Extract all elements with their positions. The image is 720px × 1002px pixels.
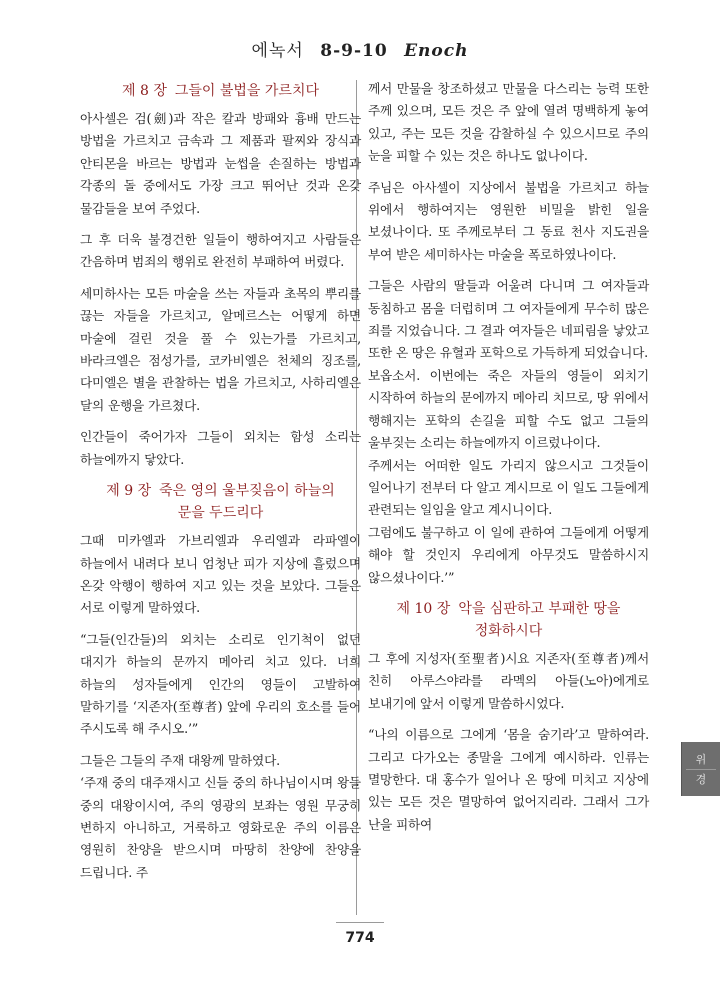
chapter-8-heading (80, 80, 361, 102)
paragraph: 인간들이 죽어가자 그들이 외치는 함성 소리는 하늘에까지 닿았다. (80, 429, 361, 467)
chapter-8-title: 그들이 불법을 가르치다 (174, 83, 319, 99)
chapter-9-number: 제 9 장 (106, 483, 152, 500)
chapter-9-heading (80, 480, 361, 524)
thumb-tab-char-2: 경 (695, 772, 707, 786)
paragraph: 세미하사는 모든 마술을 쓰는 자들과 초목의 뿌리를 끊는 자들을 가르치고, 알메르스는 어떻게 하면 마술에 걸린 것을 풀 수 있는가를 가르치고, 바라크엘은 점성가를, 코카비엘은 천체의 징조를, 다미엘은 별을 관찰하는 법을 가르치고, 사하리엘은 달의 운행을 가르쳤다. (80, 285, 361, 413)
thumb-tab-char-1: 위 (695, 752, 707, 766)
paragraph: 그때 미카엘과 가브리엘과 우리엘과 라파엘이 하늘에서 내려다 보니 엄청난 피가 지상에 흘렀으며 온갖 악행이 행하여 지고 있는 것을 보았다. 그들은 서로 이렇게 말하였다. (80, 533, 361, 616)
paragraph: 그들은 그들의 주재 대왕께 말하였다. (80, 752, 281, 768)
paragraph: 그 후 더욱 불경건한 일들이 행하여지고 사람들은 간음하며 범죄의 행위로 완전히 부패하여 버렸다. (80, 232, 361, 270)
chapter-8-number: 제 8 장 (122, 83, 167, 99)
paragraph: 께서 만물을 창조하셨고 만물을 다스리는 능력 또한 주께 있으며, 모든 것은 주 앞에 열려 명백하게 놓여 있고, 주는 모든 것을 감찰하실 수 있으시므로 주의 눈을 피할 수 있는 것은 하나도 없나이다. (368, 81, 649, 164)
paragraph: 그 후에 지성자(至聖者)시요 지존자(至尊者)께서 친히 아루스야라를 라멕의 아들(노아)에게로 보내기에 앞서 이렇게 말씀하시었다. (368, 650, 649, 711)
right-column (368, 78, 649, 845)
chapter-10-title-line2: 정화하시다 (474, 622, 543, 639)
paragraph: ‘주재 중의 대주재시고 신들 중의 하나님이시며 왕들 중의 대왕이시여, 주의 영광의 보좌는 영원 무궁히 변하지 아니하고, 거룩하고 영화로운 주의 이름은 영원히 찬양을 받으시며 마땅히 찬양에 찬양을 드립니다. 주 (80, 775, 361, 880)
paragraph: “그들(인간들)의 외치는 소리로 인기척이 없던 대지가 하늘의 문까지 메아리 치고 있다. 너희 하늘의 성자들에게 인간의 영들이 고발하여 말하기를 ‘지존자(至尊者) 앞에 우리의 호소를 들어 주시도록 해 주시오.’” (80, 631, 361, 737)
footer-rule (336, 922, 384, 923)
chapter-reference: 8-9-10 (320, 41, 388, 61)
running-head (0, 36, 720, 61)
paragraph: 주님은 아사셀이 지상에서 불법을 가르치고 하늘 위에서 행하여지는 영원한 비밀을 밝힌 일을 보셨나이다. 또 주께로부터 그 동료 천사 지도권을 부여 받은 세미하사는 마술을 폭로하였나이다. (368, 179, 649, 262)
chapter-9-title-line1: 죽은 영의 울부짖음이 하늘의 (159, 483, 335, 500)
paragraph: “나의 이름으로 그에게 ‘몸을 숨기라’고 말하여라. 그리고 다가오는 종말을 그에게 예시하라. 인류는 멸망한다. 대 홍수가 일어나 온 땅에 미치고 지상에 있는 모든 것은 멸망하여 없어지리라. 그래서 그가 난을 피하여 (368, 727, 649, 832)
paragraph: 그들은 사람의 딸들과 어울려 다니며 그 여자들과 동침하고 몸을 더럽히며 그 여자들에게 무수히 많은 죄를 지었습니다. 그 결과 여자들은 네피림을 낳았고 또한 온 땅은 유혈과 포학으로 가득하게 되었습니다. (368, 278, 649, 361)
paragraph: 그럼에도 불구하고 이 일에 관하여 그들에게 어떻게 해야 할 것인지 우리에게 아무것도 말씀하시지 않으셨나이다.’” (368, 524, 649, 585)
paragraph: 주께서는 어떠한 일도 가리지 않으시고 그것들이 일어나기 전부터 다 알고 계시므로 이 일도 그들에게 관련되는 일임을 알고 계시니이다. (368, 457, 649, 518)
thumb-tab-divider (686, 769, 716, 770)
chapter-9-title-line2: 문을 두드리다 (177, 505, 264, 522)
book-title-korean: 에녹서 (251, 41, 304, 61)
chapter-10-title-line1: 악을 심판하고 부패한 땅을 (458, 600, 621, 617)
page-number: 774 (345, 930, 375, 946)
chapter-10-heading (368, 598, 649, 642)
left-column (80, 78, 361, 893)
chapter-10-number: 제 10 장 (396, 600, 451, 617)
paragraph: 보옵소서. 이번에는 죽은 자들의 영들이 외치기 시작하여 하늘의 문에까지 메아리 치므로, 땅 위에서 행해지는 포학의 손길을 피할 수도 없고 그들의 울부짖는 소리는 하늘에까지 이르렀나이다. (368, 367, 649, 451)
section-thumb-tab (681, 742, 720, 796)
book-title-english: Enoch (404, 41, 469, 61)
paragraph: 아사셀은 검(劍)과 작은 칼과 방패와 흉배 만드는 방법을 가르치고 금속과 그 제품과 팔찌와 장식과 안티몬을 바르는 방법과 눈썹을 손질하는 방법과 각종의 돌 중에서도 가장 크고 뛰어난 것과 온갖 물감들을 보여 주었다. (80, 111, 361, 216)
